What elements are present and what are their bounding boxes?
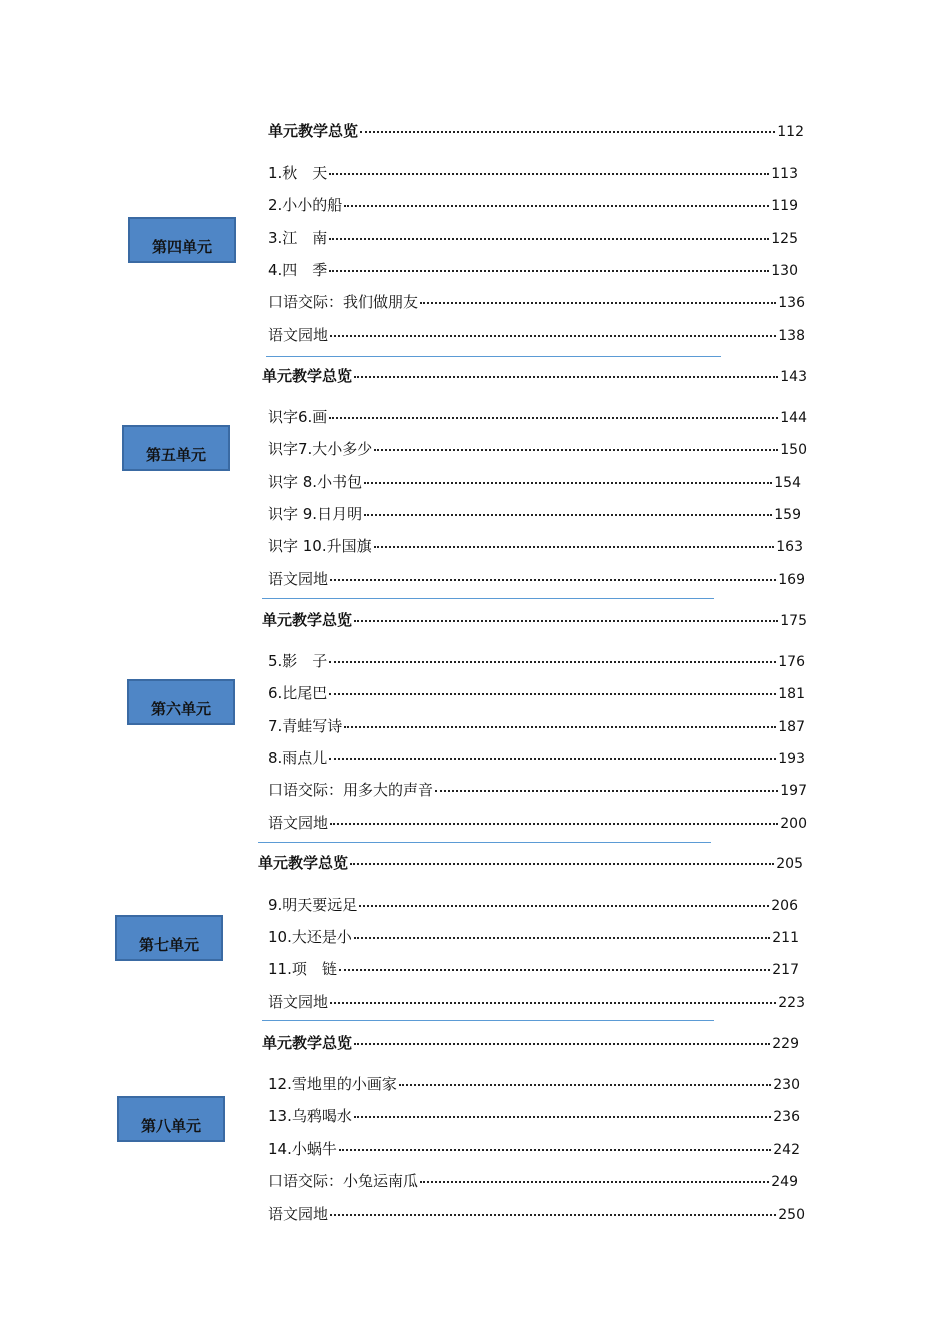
page-number: 230 [773,1077,800,1093]
section-divider [266,356,721,357]
entry-title: 单元教学总览 [268,122,359,140]
entry-title: 语文园地 [268,993,329,1011]
toc-entry[interactable] [268,568,805,590]
toc-entry[interactable] [268,1073,800,1095]
entry-title: 语文园地 [268,814,329,832]
entry-title: 单元教学总览 [262,367,353,385]
page-number: 242 [773,1142,800,1158]
page-number: 154 [774,475,801,491]
unit-label-8: 第八单元 [117,1096,225,1142]
toc-entry[interactable] [268,471,801,493]
section-divider [262,1020,714,1021]
toc-entry[interactable] [268,779,807,801]
dot-leader [354,1039,770,1045]
page-number: 169 [778,572,805,588]
page-number: 136 [778,295,805,311]
page-number: 211 [772,930,799,946]
dot-leader [354,1112,771,1118]
toc-entry[interactable] [268,503,801,525]
entry-title: 单元教学总览 [262,1034,353,1052]
page-number: 175 [780,613,807,629]
page-number: 113 [771,166,798,182]
unit-label-7: 第七单元 [115,915,223,961]
dot-leader [350,859,774,865]
dot-leader [359,901,769,907]
page-number: 144 [780,410,807,426]
dot-leader [420,1177,769,1183]
entry-title: 6.比尾巴 [268,684,328,702]
dot-leader [339,1145,771,1151]
dot-leader [344,201,769,207]
entry-title: 3.江 南 [268,229,328,247]
page-number: 130 [771,263,798,279]
page-number: 119 [771,198,798,214]
page-number: 229 [772,1036,799,1052]
dot-leader [374,542,775,548]
toc-entry[interactable] [262,609,807,631]
entry-title: 口语交际：我们做朋友 [268,293,419,311]
toc-entry[interactable] [268,1203,805,1225]
dot-leader [329,413,778,419]
page-number: 206 [771,898,798,914]
dot-leader [435,786,778,792]
dot-leader [329,689,776,695]
page-number: 187 [778,719,805,735]
dot-leader [399,1080,771,1086]
entry-title: 2.小小的船 [268,196,343,214]
dot-leader [344,722,776,728]
toc-entry[interactable] [268,894,798,916]
entry-title: 13.乌鸦喝水 [268,1107,352,1125]
unit-label-5: 第五单元 [122,425,230,471]
dot-leader [374,445,778,451]
entry-title: 8.雨点儿 [268,749,328,767]
toc-entry[interactable] [268,535,803,557]
dot-leader [360,127,775,133]
entry-title: 1.秋 天 [268,164,328,182]
dot-leader [330,998,776,1004]
dot-leader [330,1210,776,1216]
page-number: 223 [778,995,805,1011]
dot-leader [329,754,776,760]
toc-entry[interactable] [258,852,803,874]
unit-label-4: 第四单元 [128,217,236,263]
toc-entry[interactable] [268,1170,798,1192]
entry-title: 14.小蜗牛 [268,1140,337,1158]
dot-leader [329,234,769,240]
entry-title: 识字7.大小多少 [268,440,373,458]
entry-title: 识字6.画 [268,408,328,426]
toc-entry[interactable] [268,324,805,346]
entry-title: 4.四 季 [268,261,328,279]
dot-leader [354,933,770,939]
entry-title: 识字 9.日月明 [268,505,363,523]
page-number: 176 [778,654,805,670]
entry-title: 12.雪地里的小画家 [268,1075,397,1093]
toc-entry[interactable] [268,406,807,428]
entry-title: 单元教学总览 [258,854,349,872]
page-number: 159 [774,507,801,523]
toc-entry[interactable] [268,682,805,704]
toc-entry[interactable] [268,991,805,1013]
page-number: 181 [778,686,805,702]
page-number: 163 [776,539,803,555]
page-number: 205 [776,856,803,872]
toc-entry[interactable] [268,812,807,834]
toc-entry[interactable] [268,162,798,184]
toc-entry[interactable] [268,958,799,980]
entry-title: 识字 8.小书包 [268,473,363,491]
entry-title: 9.明天要远足 [268,896,358,914]
page-number: 125 [771,231,798,247]
page-number: 193 [778,751,805,767]
dot-leader [329,657,776,663]
page-number: 217 [772,962,799,978]
page-number: 236 [773,1109,800,1125]
dot-leader [330,819,778,825]
dot-leader [329,169,769,175]
entry-title: 口语交际：小兔运南瓜 [268,1172,419,1190]
toc-entry[interactable] [268,926,799,948]
entry-title: 10.大还是小 [268,928,352,946]
entry-title: 语文园地 [268,570,329,588]
page-number: 150 [780,442,807,458]
toc-entry[interactable] [268,438,807,460]
dot-leader [420,298,776,304]
page-number: 200 [780,816,807,832]
dot-leader [364,510,772,516]
entry-title: 语文园地 [268,326,329,344]
page-number: 249 [771,1174,798,1190]
toc-entry[interactable] [268,715,805,737]
toc-entry[interactable] [268,259,798,281]
toc-entry[interactable] [268,747,805,769]
page-number: 112 [777,124,804,140]
toc-entry[interactable] [268,120,804,142]
dot-leader [354,616,778,622]
page-number: 143 [780,369,807,385]
entry-title: 语文园地 [268,1205,329,1223]
entry-title: 11.项 链 [268,960,337,978]
dot-leader [339,965,770,971]
unit-label-6: 第六单元 [127,679,235,725]
dot-leader [354,372,778,378]
toc-entry[interactable] [268,1138,800,1160]
page-number: 138 [778,328,805,344]
toc-entry[interactable] [268,650,805,672]
entry-title: 5.影 子 [268,652,328,670]
dot-leader [330,331,776,337]
entry-title: 口语交际：用多大的声音 [268,781,434,799]
toc-entry[interactable] [268,227,798,249]
dot-leader [364,478,772,484]
entry-title: 7.青蛙写诗 [268,717,343,735]
toc-entry[interactable] [268,1105,800,1127]
toc-entry[interactable] [262,365,807,387]
toc-entry[interactable] [262,1032,799,1054]
page-number: 197 [780,783,807,799]
toc-entry[interactable] [268,291,805,313]
dot-leader [329,266,769,272]
entry-title: 识字 10.升国旗 [268,537,372,555]
dot-leader [330,575,776,581]
section-divider [258,842,711,843]
entry-title: 单元教学总览 [262,611,353,629]
section-divider [262,598,714,599]
page-number: 250 [778,1207,805,1223]
toc-entry[interactable] [268,194,798,216]
